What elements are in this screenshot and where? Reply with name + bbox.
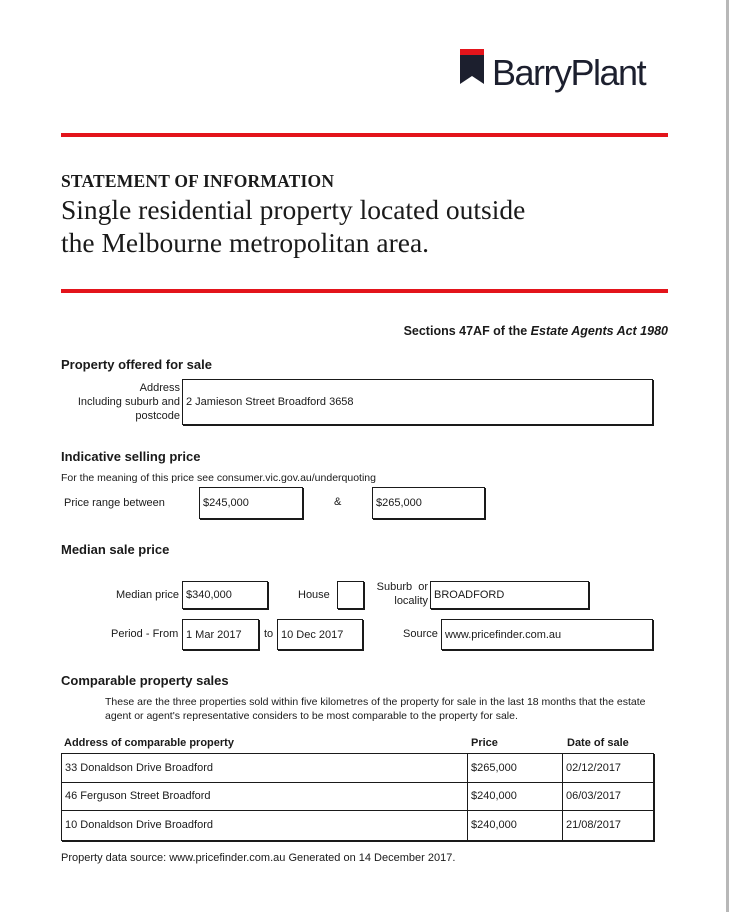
subtitle-line: Single residential property located outside (61, 194, 526, 225)
indicative-section-title: Indicative selling price (61, 449, 201, 464)
underquoting-note: For the meaning of this price see consumer.vic.gov.au/underquoting (61, 472, 376, 484)
address-label-line: Including suburb and (77, 396, 180, 408)
comparables-section-title: Comparable property sales (61, 673, 229, 688)
comparable-address[interactable]: 10 Donaldson Drive Broadford (62, 811, 468, 840)
price-range-high-field[interactable]: $265,000 (372, 487, 485, 519)
comparable-date[interactable]: 02/12/2017 (566, 761, 622, 774)
address-label-line: postcode (135, 410, 180, 422)
price-range-label: Price range between (64, 497, 165, 509)
comparable-price[interactable]: $240,000 (468, 783, 563, 811)
suburb-label-line: locality (394, 595, 428, 607)
brand-name: BarryPlant (492, 52, 646, 93)
legislation-prefix: Sections 47AF of the (403, 324, 531, 338)
address-field[interactable]: 2 Jamieson Street Broadford 3658 (182, 379, 653, 425)
source-label: Source (403, 628, 438, 640)
comparable-date[interactable]: 06/03/2017 (566, 790, 622, 803)
median-section-title: Median sale price (61, 542, 170, 557)
legislation-act: Estate Agents Act 1980 (530, 324, 668, 338)
document-heading: STATEMENT OF INFORMATION (61, 171, 335, 191)
period-to-label: to (264, 628, 274, 640)
comparables-table (61, 753, 654, 841)
table-row (62, 783, 653, 812)
suburb-label (368, 580, 428, 608)
comparable-price[interactable]: $240,000 (468, 811, 563, 840)
column-header-date: Date of sale (567, 737, 629, 749)
source-field[interactable]: www.pricefinder.com.au (441, 619, 653, 650)
comparable-address[interactable]: 46 Ferguson Street Broadford (62, 783, 468, 811)
period-from-field[interactable]: 1 Mar 2017 (182, 619, 259, 650)
price-range-low-field[interactable]: $245,000 (199, 487, 303, 519)
property-type-label: House (298, 589, 330, 601)
column-header-price: Price (471, 737, 498, 749)
column-header-address: Address of comparable property (64, 737, 234, 749)
median-price-label: Median price (116, 589, 179, 601)
median-price-field[interactable]: $340,000 (182, 581, 268, 609)
brand-logo (460, 48, 670, 98)
period-to-field[interactable]: 10 Dec 2017 (277, 619, 363, 650)
property-section-title: Property offered for sale (61, 357, 212, 372)
data-source-footnote: Property data source: www.pricefinder.com.au Generated on 14 December 2017. (61, 852, 456, 864)
price-range-and: & (334, 496, 342, 508)
comparable-price[interactable]: $265,000 (468, 754, 563, 782)
address-label-line: Address (139, 382, 180, 394)
header-divider-top (61, 133, 668, 137)
comparables-intro: These are the three properties sold within five kilometres of the property for sale in the last 18 months that the estate agent or agent's representative considers to be most comparable to the property for sale. (105, 696, 646, 722)
brand-mark-icon (460, 49, 484, 85)
address-label (70, 381, 180, 423)
header-divider-bottom (61, 289, 668, 293)
period-label: Period - From (111, 628, 179, 640)
subtitle-line: the Melbourne metropolitan area. (61, 227, 430, 258)
suburb-field[interactable]: BROADFORD (430, 581, 589, 609)
document-subtitle (61, 193, 681, 259)
legislation-reference (404, 324, 668, 338)
comparable-date[interactable]: 21/08/2017 (566, 819, 622, 832)
property-type-house-box[interactable] (337, 581, 364, 609)
table-row (62, 754, 653, 783)
comparable-address[interactable]: 33 Donaldson Drive Broadford (62, 754, 468, 782)
table-row (62, 811, 653, 840)
suburb-label-line: Suburb or (376, 581, 428, 593)
